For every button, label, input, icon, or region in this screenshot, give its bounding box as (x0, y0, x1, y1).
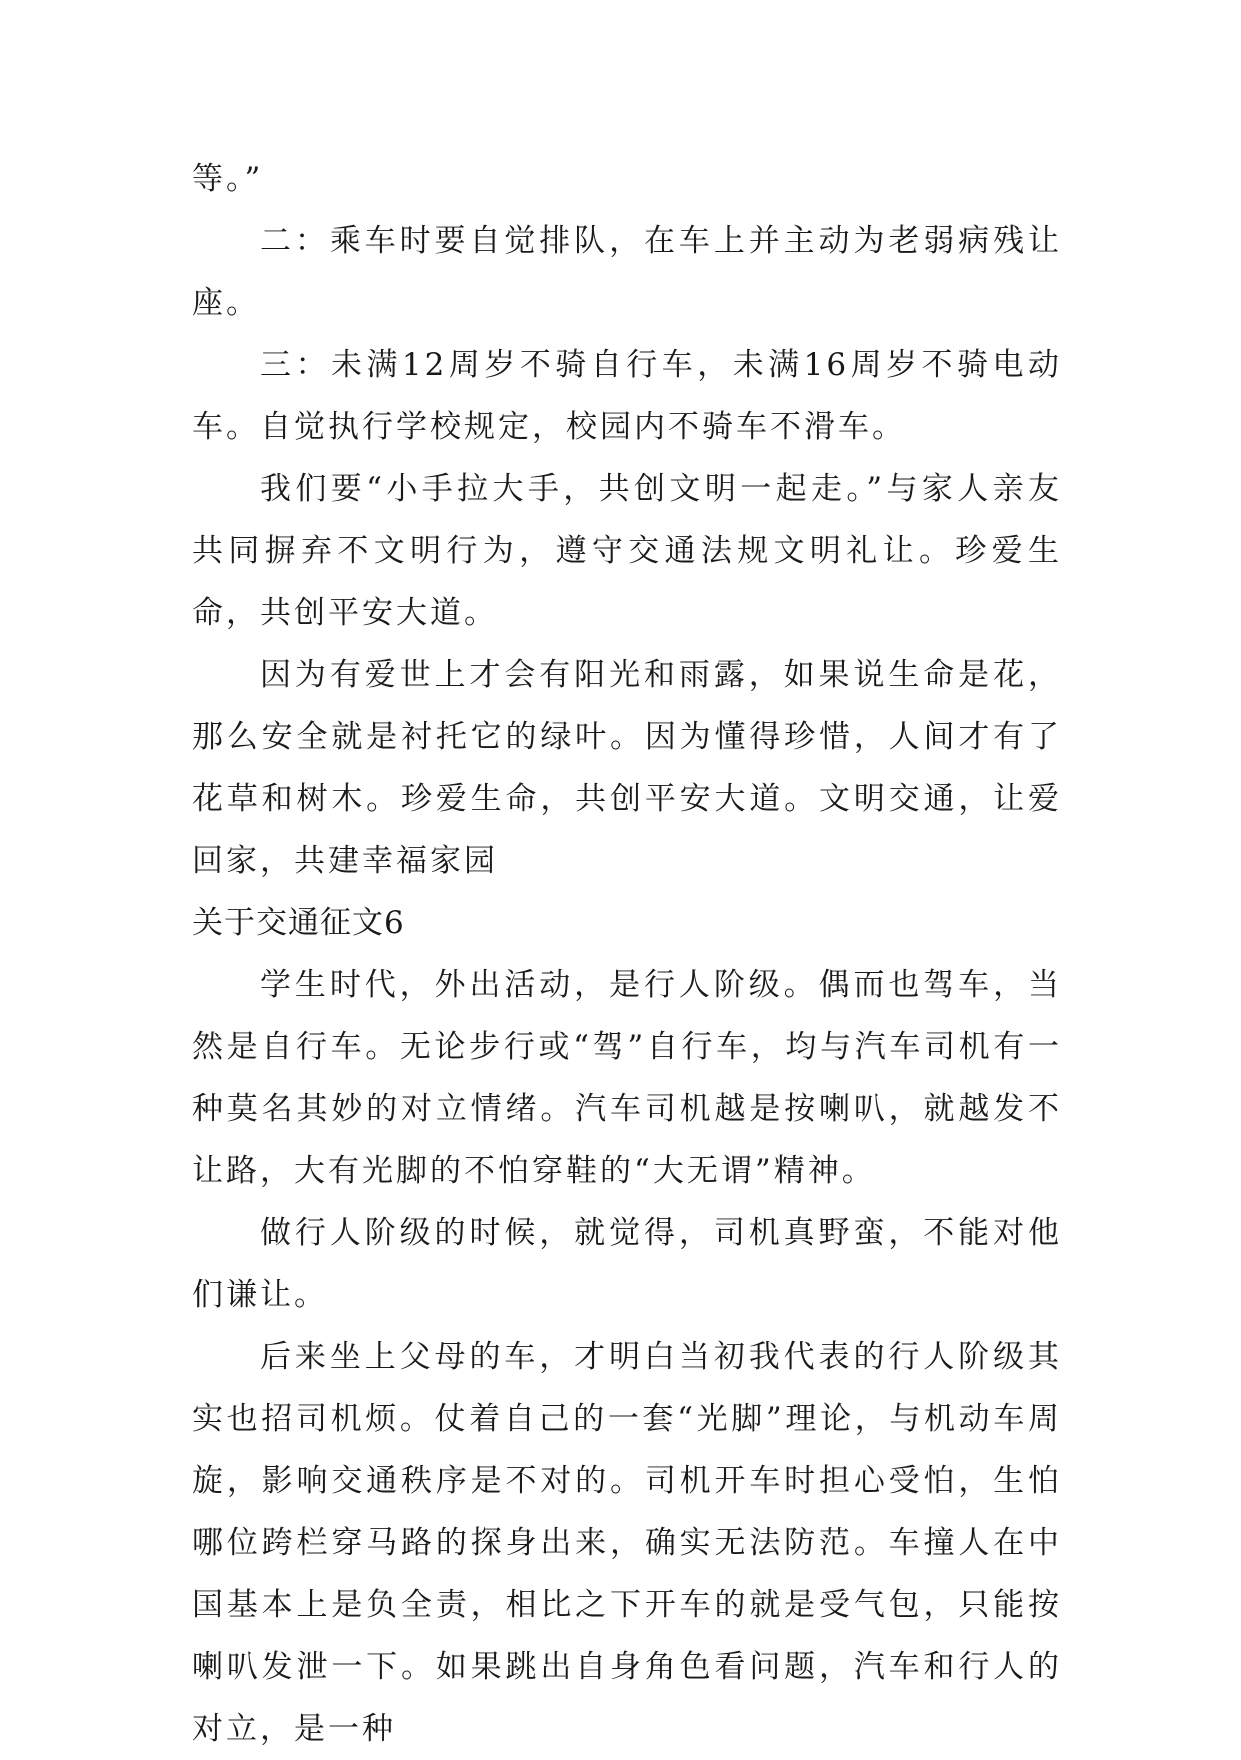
paragraph-rule-three: 三：未满12周岁不骑自行车，未满16周岁不骑电动车。自觉执行学校规定，校园内不骑车不滑车。 (192, 347, 1062, 445)
paragraph-student-days: 学生时代，外出活动，是行人阶级。偶而也驾车，当然是自行车。无论步行或“驾”自行车，均与汽车司机有一种莫名其妙的对立情绪。汽车司机越是按喇叭，就越发不让路，大有光脚的不怕穿鞋的“大无谓”精神。 (192, 967, 1062, 1189)
paragraph-hand-in-hand: 我们要“小手拉大手，共创文明一起走。”与家人亲友共同摒弃不文明行为，遵守交通法规文明礼让。珍爱生命，共创平安大道。 (192, 471, 1062, 631)
paragraph-pedestrian-view: 做行人阶级的时候，就觉得，司机真野蛮，不能对他们谦让。 (192, 1215, 1062, 1313)
paragraph-rule-two: 二：乘车时要自觉排队，在车上并主动为老弱病残让座。 (192, 223, 1062, 321)
paragraph-love-and-sunshine: 因为有爱世上才会有阳光和雨露，如果说生命是花，那么安全就是衬托它的绿叶。因为懂得珍惜，人间才有了花草和树木。珍爱生命，共创平安大道。文明交通，让爱回家，共建幸福家园 (192, 657, 1062, 879)
section-heading: 关于交通征文6 (192, 905, 405, 941)
paragraph-continuation: 等。” (192, 161, 264, 197)
paragraph-driver-view: 后来坐上父母的车，才明白当初我代表的行人阶级其实也招司机烦。仗着自己的一套“光脚”理论，与机动车周旋，影响交通秩序是不对的。司机开车时担心受怕，生怕哪位跨栏穿马路的探身出来，确实无法防范。车撞人在中国基本上是负全责，相比之下开车的就是受气包，只能按喇叭发泄一下。如果跳出自身角色看问题，汽车和行人的对立，是一种 (192, 1339, 1062, 1747)
document-body (192, 148, 1062, 1760)
